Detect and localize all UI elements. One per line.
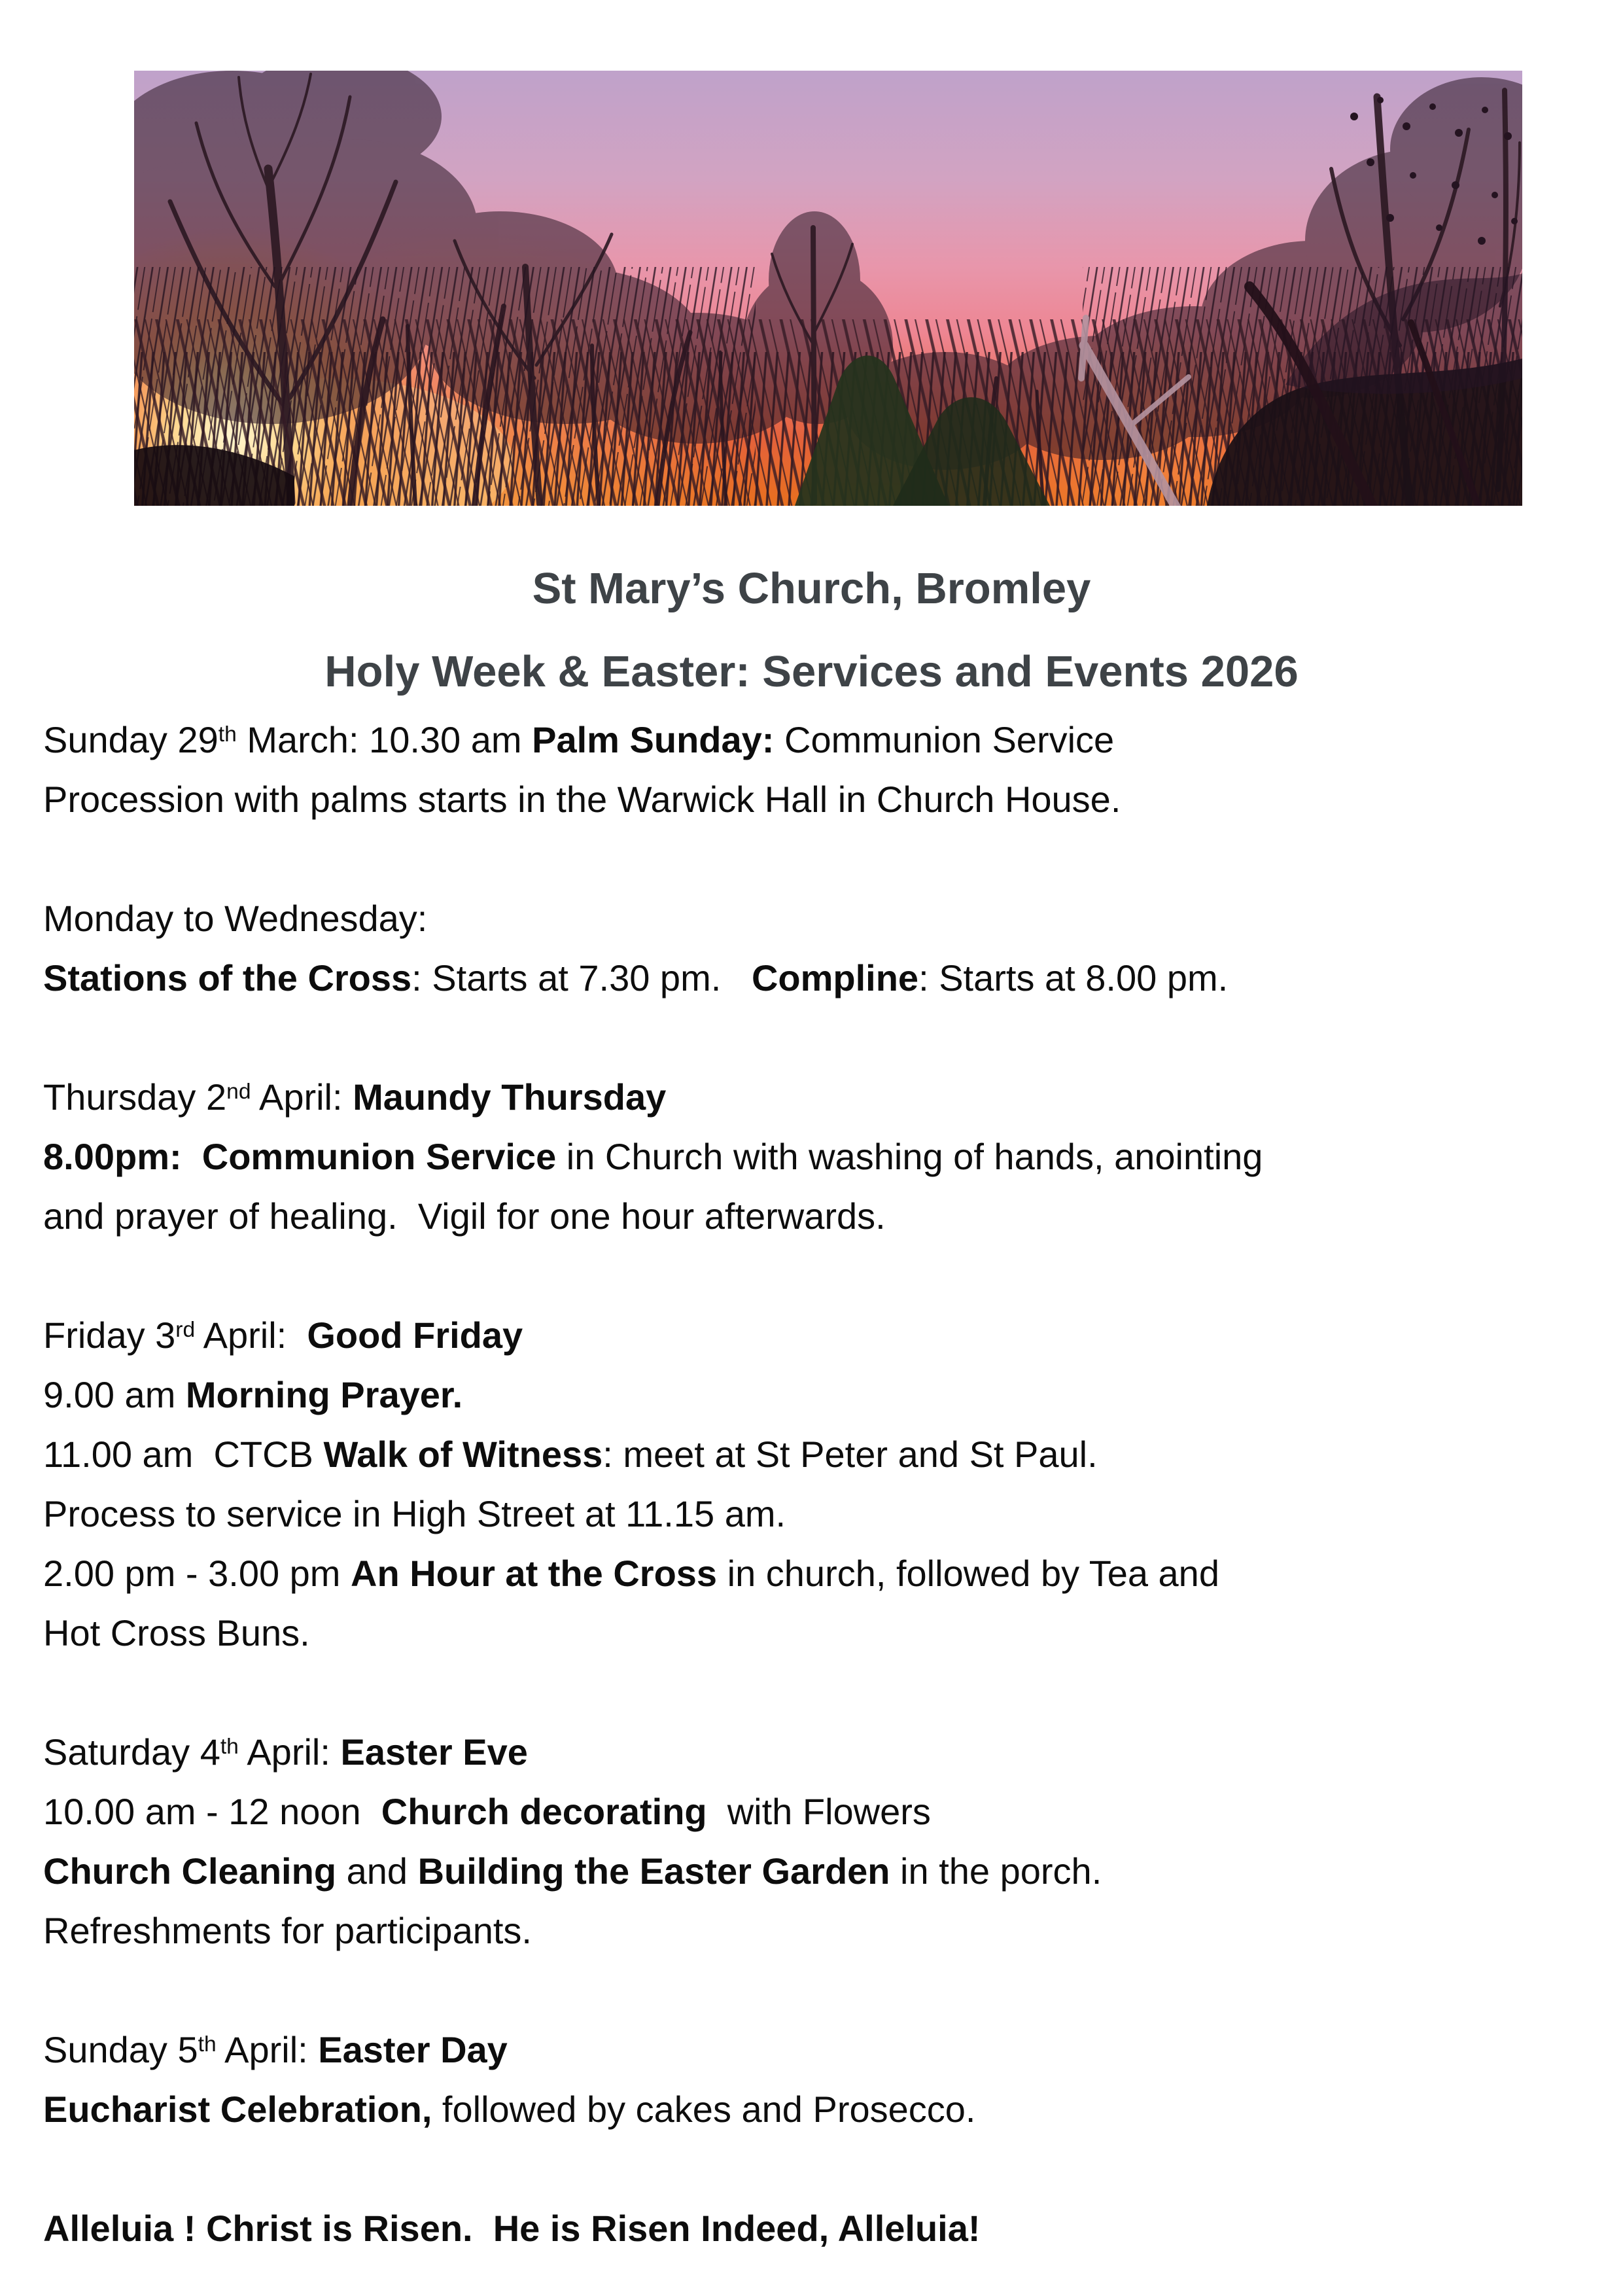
text: Sunday 5 [43,2029,198,2070]
sunset-photo [134,71,1522,506]
bold-text: Church Cleaning [43,1850,337,1892]
text: March: 10.30 am [236,719,532,760]
bold-text: Compline [751,957,919,998]
text: April: [251,1076,353,1118]
text-line [43,769,1587,829]
text-line [43,1186,1587,1246]
text-line [43,1305,1587,1365]
ordinal-superscript: rd [175,1317,196,1342]
text-line [43,1424,1587,1484]
text-line [43,2020,1587,2079]
text: : meet at St Peter and St Paul. [602,1434,1098,1475]
blank-line [43,1960,1587,2020]
text: April: [195,1315,307,1356]
bold-text: Stations of the Cross [43,957,412,998]
blank-line [43,829,1587,889]
text-line [43,1841,1587,1901]
bold-text: Building the Easter Garden [417,1850,890,1892]
text-line [43,1782,1587,1841]
sunset-photo-art [134,71,1522,506]
text: 9.00 am [43,1374,186,1415]
text-line [43,1127,1587,1186]
text: followed by cakes and Prosecco. [432,2089,976,2130]
page-title [0,547,1623,713]
ordinal-superscript: th [218,722,237,747]
blank-line [43,1008,1587,1067]
text: Refreshments for participants. [43,1910,532,1951]
text: : Starts at 8.00 pm. [918,957,1229,998]
text: 11.00 am CTCB [43,1434,324,1475]
text-line [43,1544,1587,1603]
bold-text: Church decorating [381,1791,707,1832]
bold-text: Maundy Thursday [353,1076,667,1118]
ordinal-superscript: th [198,2032,217,2057]
text: 10.00 am - 12 noon [43,1791,381,1832]
bold-text: Easter Eve [340,1731,528,1773]
text-line [43,1722,1587,1782]
text: Communion Service [774,719,1115,760]
text: and [336,1850,418,1892]
text: : Starts at 7.30 pm. [411,957,752,998]
text: Monday to Wednesday: [43,898,428,939]
text: and prayer of healing. Vigil for one hour afterwards. [43,1195,886,1237]
text-line [43,710,1587,769]
text: Hot Cross Buns. [43,1612,310,1653]
text-line [43,1603,1587,1663]
text: April: [238,1731,341,1773]
text: 2.00 pm - 3.00 pm [43,1553,351,1594]
bold-text: Good Friday [307,1315,523,1356]
bold-text: Alleluia ! Christ is Risen. He is Risen Indeed, Alleluia! [43,2208,981,2249]
text-line [43,889,1587,948]
text: Procession with palms starts in the Warwick Hall in Church House. [43,779,1121,820]
title-line-1: St Mary’s Church, Bromley [532,564,1091,613]
bold-text: Walk of Witness [323,1434,603,1475]
text: Thursday 2 [43,1076,227,1118]
text: April: [216,2029,319,2070]
ordinal-superscript: nd [226,1079,251,1104]
bold-text: Palm Sunday: [532,719,775,760]
ordinal-superscript: th [220,1734,239,1759]
text-line [43,1901,1587,1960]
text: Sunday 29 [43,719,218,760]
text-line [43,2199,1587,2258]
bold-text: Eucharist Celebration, [43,2089,432,2130]
text: Saturday 4 [43,1731,220,1773]
text: in Church with washing of hands, anointing [556,1136,1263,1177]
text-line [43,1067,1587,1127]
blank-line [43,1246,1587,1305]
title-line-2: Holy Week & Easter: Services and Events 2026 [324,647,1299,696]
bold-text: An Hour at the Cross [351,1553,718,1594]
event-list [43,710,1587,2258]
text-line [43,1484,1587,1544]
bold-text: Easter Day [318,2029,508,2070]
text: in church, followed by Tea and [717,1553,1219,1594]
text-line [43,948,1587,1008]
text: with Flowers [707,1791,931,1832]
text: Friday 3 [43,1315,176,1356]
bold-text: Morning Prayer. [185,1374,463,1415]
blank-line [43,1663,1587,1722]
bold-text: 8.00pm: Communion Service [43,1136,557,1177]
text: Process to service in High Street at 11.15 am. [43,1493,786,1534]
text: in the porch. [890,1850,1102,1892]
blank-line [43,2139,1587,2199]
text-line [43,1365,1587,1424]
text-line [43,2079,1587,2139]
